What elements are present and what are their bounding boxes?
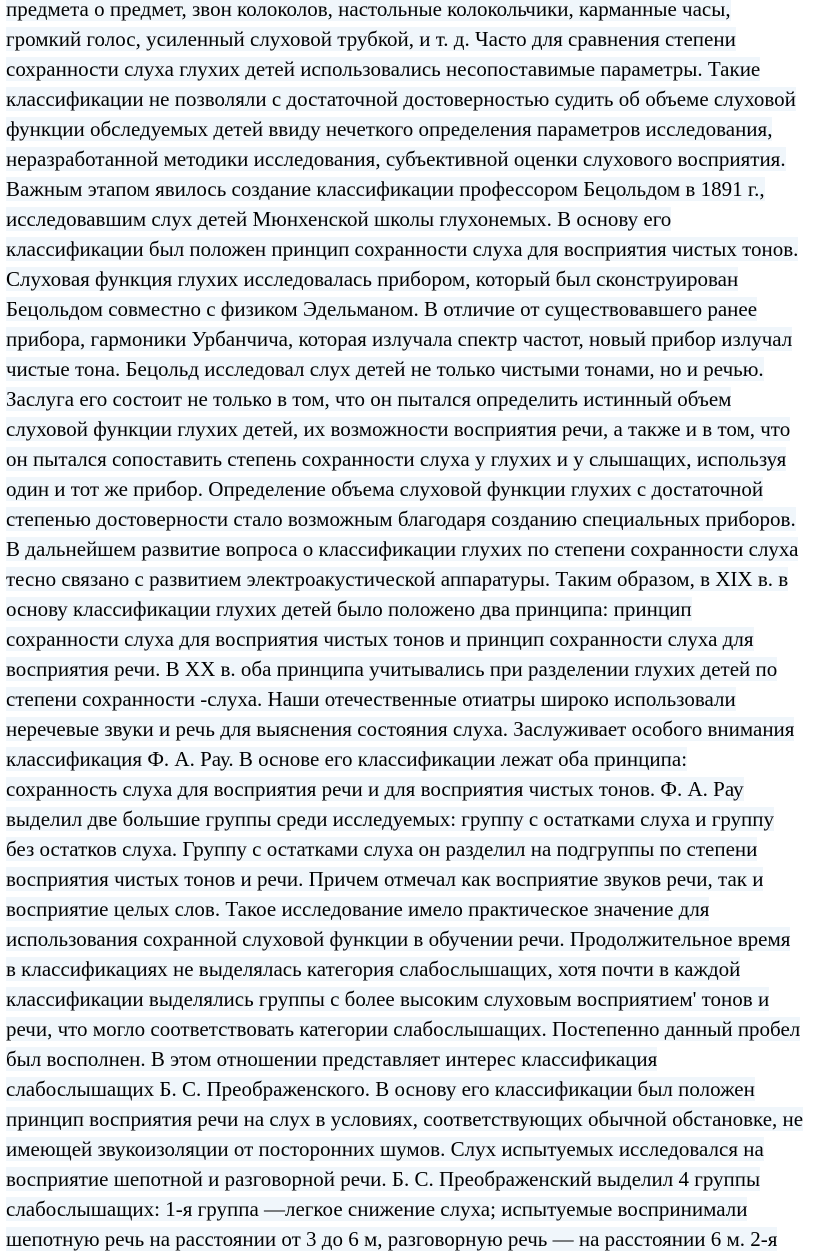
text-line: слабослышащих Б. С. Преображенского. В основу его классификации был положен (6, 1077, 755, 1101)
text-line: тесно связано с развитием электроакустической аппаратуры. Таким образом, в XIX в. в (6, 567, 789, 591)
text-line: классификации не позволяли с достаточной достоверностью судить об объеме слуховой (6, 87, 796, 111)
text-line: слабослышащих: 1-я группа —легкое снижение слуха; испытуемые воспринимали (6, 1197, 748, 1221)
text-line: сохранность слуха для восприятия речи и для восприятия чистых тонов. Ф. А. Рау (6, 777, 744, 801)
text-line: функции обследуемых детей ввиду нечеткого определения параметров исследования, (6, 117, 773, 141)
text-line: громкий голос, усиленный слуховой трубкой, и т. д. Часто для сравнения степени (6, 27, 736, 51)
text-line: неразработанной методики исследования, субъективной оценки слухового восприятия. (6, 147, 786, 171)
text-line: классификации был положен принцип сохранности слуха для восприятия чистых тонов. (6, 237, 799, 261)
text-line: основу классификации глухих детей было положено два принципа: принцип (6, 597, 692, 621)
text-line: В дальнейшем развитие вопроса о классификации глухих по степени сохранности слуха (6, 537, 799, 561)
text-line: классификация Ф. А. Рау. В основе его классификации лежат оба принципа: (6, 747, 688, 771)
text-body (6, 0, 814, 1254)
text-line: выделил две большие группы среди исследуемых: группу с остатками слуха и группу (6, 807, 775, 831)
text-line: классификации выделялись группы с более высоким слуховым восприятием' тонов и (6, 987, 770, 1011)
text-line: Слуховая функция глухих исследовалась прибором, который был сконструирован (6, 267, 739, 291)
text-line: был восполнен. В этом отношении представляет интерес классификация (6, 1047, 658, 1071)
text-line: восприятие целых слов. Такое исследование имело практическое значение для (6, 897, 710, 921)
text-line: Бецольдом совместно с физиком Эдельманом. В отличие от существовавшего ранее (6, 297, 758, 321)
text-line: Важным этапом явилось создание классификации профессором Бецольдом в 1891 г., (6, 177, 765, 201)
text-line: восприятия речи. В XX в. оба принципа учитывались при разделении глухих детей по (6, 657, 778, 681)
text-line: сохранности слуха глухих детей использовались несопоставимые параметры. Такие (6, 57, 761, 81)
text-line: прибора, гармоники Урбанчича, которая излучала спектр частот, новый прибор излучал (6, 327, 793, 351)
text-line: имеющей звукоизоляции от посторонних шумов. Слух испытуемых исследовался на (6, 1137, 764, 1161)
text-line: степенью достоверности стало возможным благодаря созданию специальных приборов. (6, 507, 796, 531)
text-line: Заслуга его состоит не только в том, что он пытался определить истинный объем (6, 387, 732, 411)
text-line: степени сохранности -слуха. Наши отечественные отиатры широко использовали (6, 687, 736, 711)
text-line: неречевые звуки и речь для выяснения состояния слуха. Заслуживает особого внимания (6, 717, 795, 741)
text-line: использования сохранной слуховой функции в обучении речи. Продолжительное время (6, 927, 791, 951)
text-line: предмета о предмет, звон колоколов, настольные колокольчики, карманные часы, (6, 0, 814, 24)
text-line: слуховой функции глухих детей, их возможности восприятия речи, а также и в том, что (6, 417, 791, 441)
text-line: один и тот же прибор. Определение объема слуховой функции глухих с достаточной (6, 477, 764, 501)
text-line: в классификациях не выделялась категория слабослышащих, хотя почти в каждой (6, 957, 741, 981)
text-line: исследовавшим слух детей Мюнхенской школы глухонемых. В основу его (6, 207, 672, 231)
text-line: принцип восприятия речи на слух в условиях, соответствующих обычной обстановке, не (6, 1107, 804, 1131)
text-line: без остатков слуха. Группу с остатками слуха он разделил на подгруппы по степени (6, 837, 758, 861)
text-line: он пытался сопоставить степень сохранности слуха у глухих и у слышащих, используя (6, 447, 787, 471)
text-line: чистые тона. Бецольд исследовал слух детей не только чистыми тонами, но и речью. (6, 357, 764, 381)
text-line: сохранности слуха для восприятия чистых тонов и принцип сохранности слуха для (6, 627, 754, 651)
text-line: восприятие шепотной и разговорной речи. Б. С. Преображенский выделил 4 группы (6, 1167, 761, 1191)
text-line: восприятия чистых тонов и речи. Причем отмечал как восприятие звуков речи, так и (6, 867, 764, 891)
text-line: речи, что могло соответствовать категории слабослышащих. Постепенно данный пробел (6, 1017, 801, 1041)
text-line: шепотную речь на расстоянии от 3 до 6 м, разговорную речь — на расстоянии 6 м. 2-я (6, 1227, 778, 1251)
